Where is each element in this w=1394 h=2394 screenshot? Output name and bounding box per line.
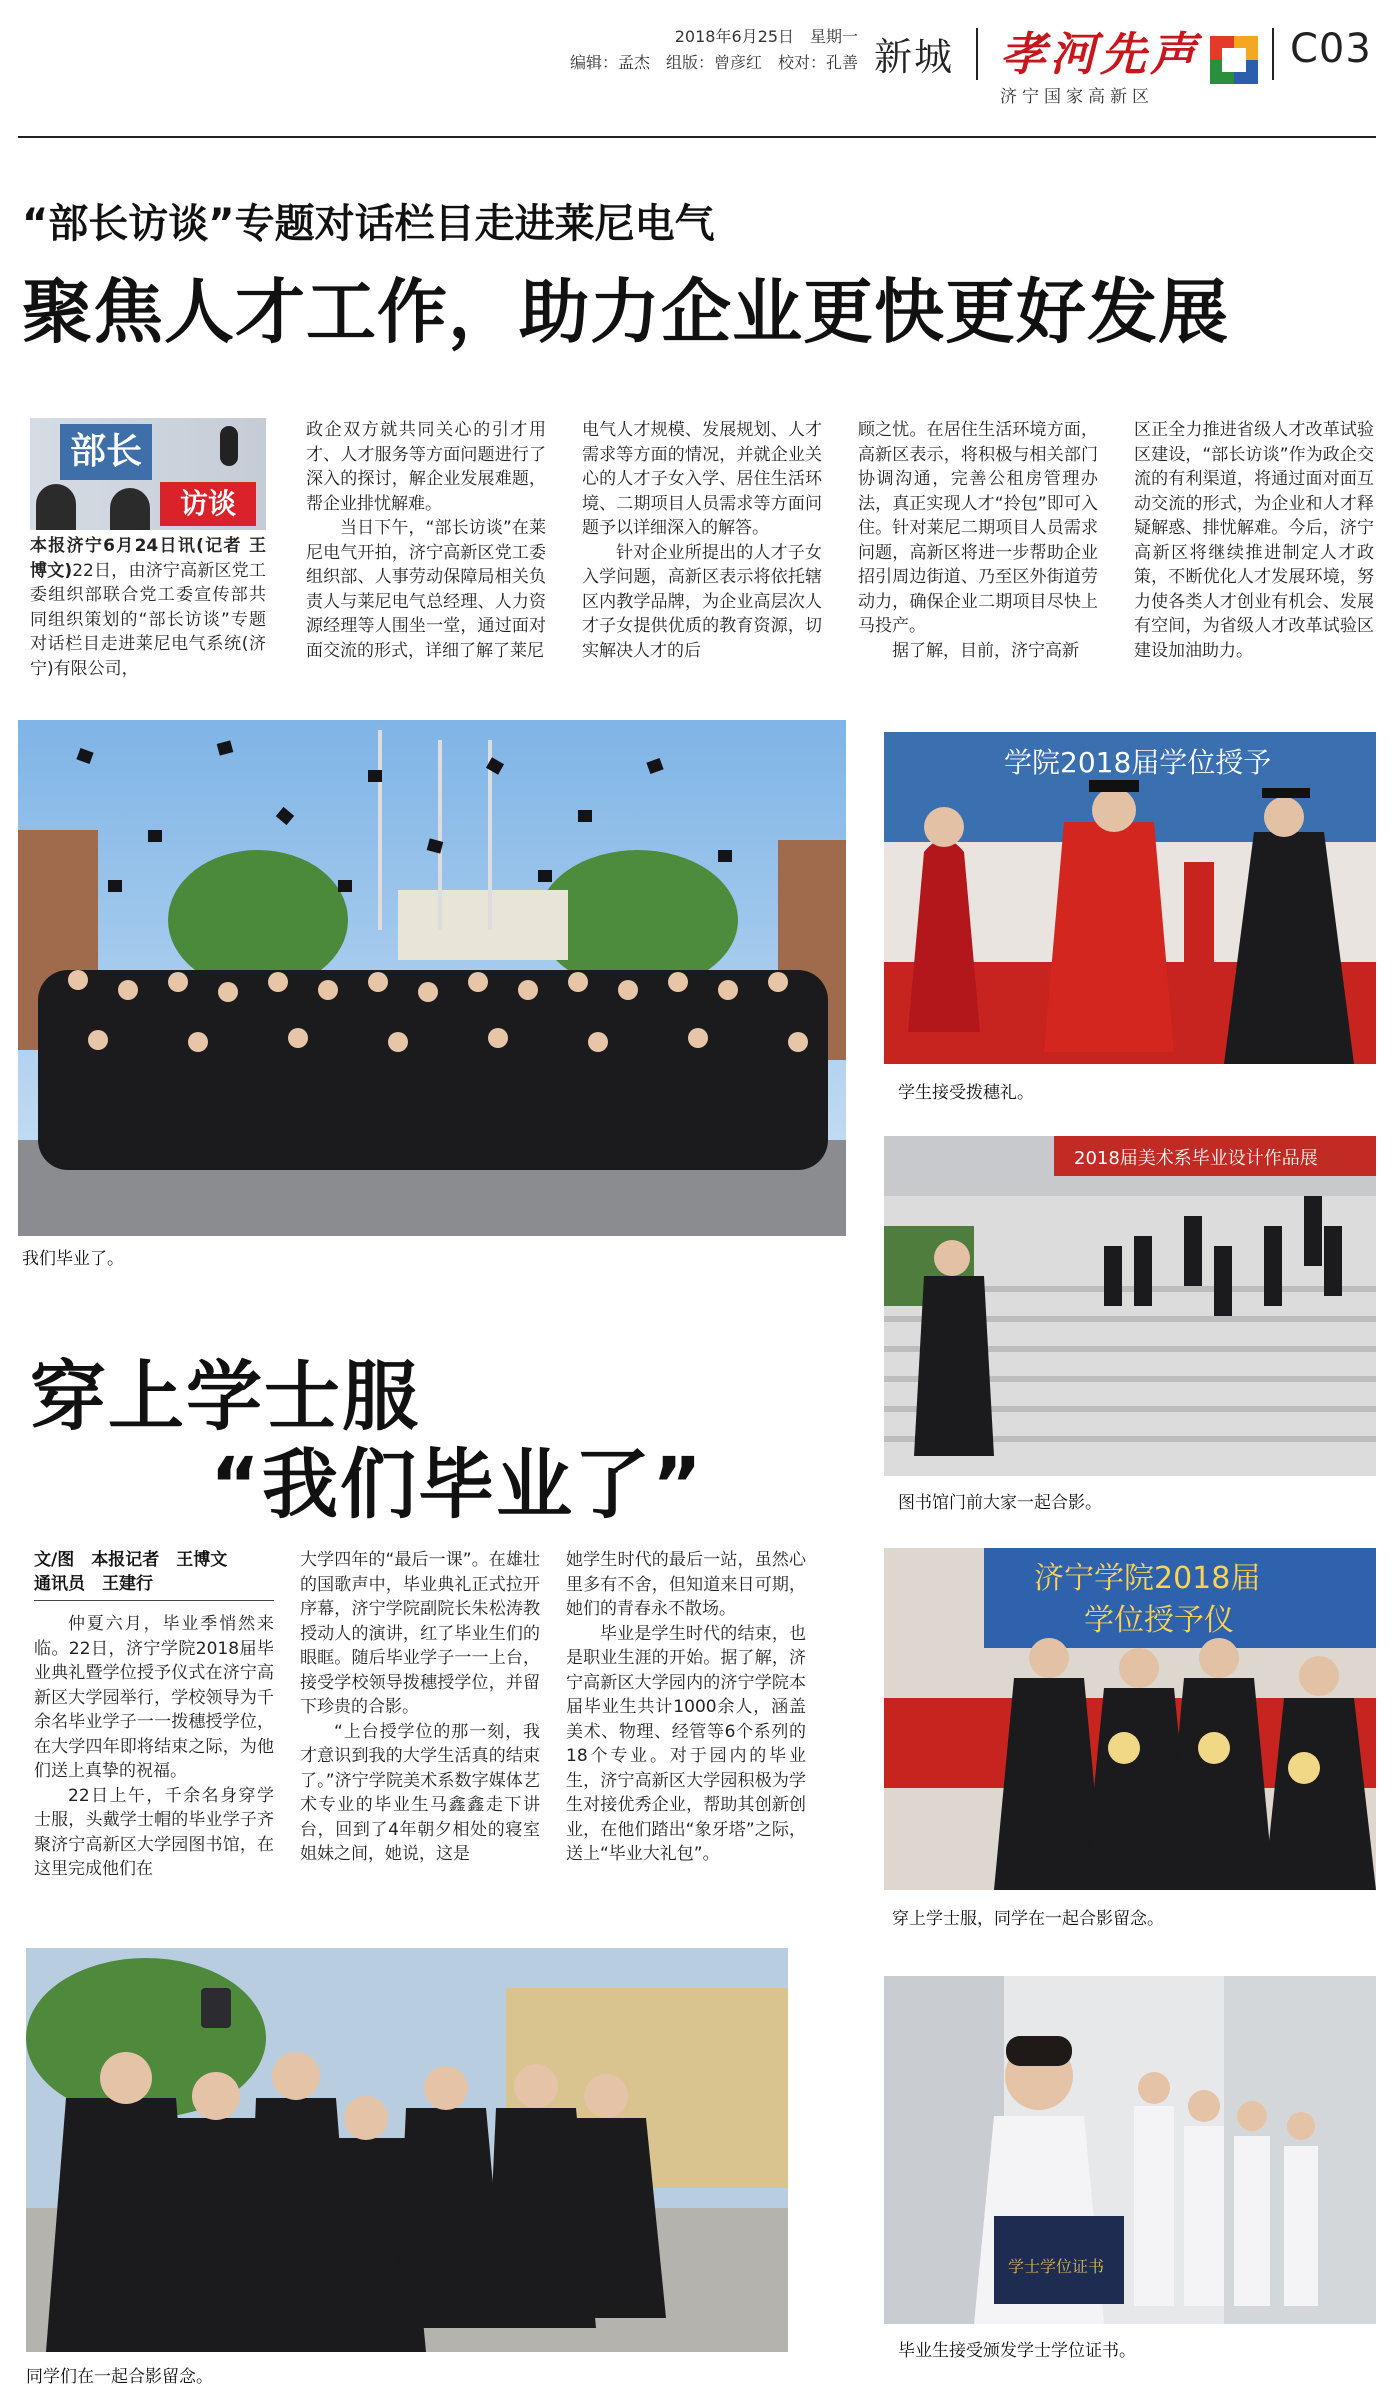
article1-col2 — [306, 418, 546, 663]
section-name: 新城 — [874, 35, 955, 79]
photo-graduates-caps — [18, 720, 846, 1236]
p2-caption: 图书馆门前大家一起合影。 — [898, 1493, 1102, 1513]
article2-byline — [34, 1548, 227, 1596]
interview-badge — [30, 418, 266, 530]
banner-text: 学院2018届学位授予 — [1004, 746, 1272, 779]
paragraph: 毕业是学生时代的结束，也是职业生涯的开始。据了解，济宁高新区大学园内的济宁学院本届毕业生共计1000余人，涵盖美术、物理、经管等6个系列的18个专业。对于园内的毕业生，济宁高新区大学园积极为学生对接优秀企业，帮助其创新创业，在他们踏出“象牙塔”之际，送上“毕业大礼包”。 — [566, 1623, 806, 1864]
article1-kicker: “部长访谈”专题对话栏目走进莱尼电气 — [22, 201, 715, 247]
paragraph: 22日，由济宁高新区党工委组织部联合党工委宣传部共同组织策划的“部长访谈”专题对话栏目走进莱尼电气系统(济宁)有限公司， — [30, 560, 266, 679]
article1-col4 — [858, 418, 1098, 663]
banner-text: 济宁学院2018届 — [1034, 1561, 1261, 1596]
paragraph: 顾之忧。在居住生活环境方面，高新区表示，将积极与相关部门协调沟通，完善公租房管理办法，真正实现人才“拎包”即可入住。针对莱尼二期项目人员需求问题，高新区将进一步帮助企业招引周边街道、乃至区外街道劳动力，确保企业二期项目尽快上马投产。 — [858, 420, 1098, 636]
paragraph: 大学四年的“最后一课”。在雄壮的国歌声中，毕业典礼正式拉开序幕，济宁学院副院长朱松涛教授动人的演讲，红了毕业生们的眼眶。随后毕业学子一一上台，接受学校领导拨穗授学位，并留下珍贵的合影。 — [300, 1550, 540, 1717]
main-photo-caption: 我们毕业了。 — [22, 1249, 124, 1269]
date-line: 2018年6月25日 星期一 — [674, 27, 858, 46]
editors-line: 编辑：孟杰 组版：曾彦红 校对：孔善 — [569, 53, 858, 72]
person-icon — [36, 484, 76, 530]
photo-selfie-classmates — [26, 1948, 788, 2352]
article2-col1 — [34, 1612, 274, 1882]
paragraph: 她学生时代的最后一站，虽然心里多有不舍，但知道来日可期，她们的青春永不散场。 — [566, 1550, 806, 1619]
paper-logo: 孝河先声 — [1000, 27, 1200, 81]
article1-headline: 聚焦人才工作，助力企业更快更好发展 — [22, 271, 1229, 353]
badge-bottom: 访谈 — [160, 482, 256, 526]
paragraph: 政企双方就共同关心的引才用才、人才服务等方面问题进行了深入的探讨，解企业发展难题，帮企业排忧解难。 — [306, 420, 546, 514]
article2-col3 — [566, 1548, 806, 1867]
article1-col1 — [30, 534, 266, 681]
masthead-divider — [976, 28, 978, 80]
byline-2: 通讯员 王建行 — [34, 1574, 153, 1594]
emblem-icon — [1208, 34, 1260, 86]
book-text: 学士学位证书 — [1008, 2257, 1105, 2276]
phone-icon — [201, 1988, 231, 2028]
byline-1: 文/图 本报记者 王博文 — [34, 1550, 228, 1570]
masthead-rule — [18, 136, 1376, 138]
p1-caption: 学生接受拨穗礼。 — [898, 1083, 1034, 1103]
article2-headline-a: 穿上学士服 — [30, 1352, 420, 1441]
p5-caption: 毕业生接受颁发学士学位证书。 — [898, 2341, 1136, 2361]
banner-text: 学位授予仪 — [1084, 1603, 1234, 1638]
person-icon — [110, 488, 150, 530]
article1-col5 — [1134, 418, 1374, 663]
paragraph: 仲夏六月，毕业季悄然来临。22日，济宁学院2018届毕业典礼暨学位授予仪式在济宁高新区大学园举行，学校领导为千余名毕业学子一一拨穗授学位，在大学四年即将结束之际，为他们送上真挚的祝福。 — [34, 1614, 274, 1781]
microphone-icon — [220, 426, 238, 466]
p4-caption: 同学们在一起合影留念。 — [26, 2367, 213, 2387]
article1-col3 — [582, 418, 822, 663]
photo-group-selfie-red-carpet — [884, 1548, 1376, 1890]
article2-headline-b: “我们毕业了” — [210, 1440, 704, 1529]
paragraph: 当日下午，“部长访谈”在莱尼电气开拍，济宁高新区党工委组织部、人事劳动保障局相关负责人与莱尼电气总经理、人力资源经理等人围坐一堂，通过面对面交流的形式，详细了解了莱尼 — [306, 518, 546, 661]
paragraph: 22日上午，千余名身穿学士服，头戴学士帽的毕业学子齐聚济宁高新区大学园图书馆，在这里完成他们在 — [34, 1785, 274, 1879]
badge-top: 部长 — [60, 424, 152, 480]
masthead-meta — [558, 24, 858, 76]
byline-rule — [34, 1600, 274, 1601]
photo-diploma — [884, 1976, 1376, 2324]
paragraph: 据了解，目前，济宁高新 — [892, 640, 1079, 661]
p3-caption: 穿上学士服，同学在一起合影留念。 — [892, 1909, 1164, 1929]
article2-col2 — [300, 1548, 540, 1867]
masthead-divider — [1272, 28, 1274, 80]
dateline: 本报济宁6月24日讯(记者 王博文) — [30, 536, 266, 581]
paragraph: 电气人才规模、发展规划、人才需求等方面的情况，并就企业关心的人才子女入学、居住生活环境、二期项目人员需求等方面问题予以详细深入的解答。 — [582, 420, 822, 538]
paragraph: “上台授学位的那一刻，我才意识到我的大学生活真的结束了。”济宁学院美术系数字媒体艺术专业的毕业生马鑫鑫走下讲台，回到了4年朝夕相处的寝室姐妹之间，她说，这是 — [300, 1721, 540, 1864]
paragraph: 区正全力推进省级人才改革试验区建设，“部长访谈”作为政企交流的有利渠道，将通过面对面互动交流的形式，为企业和人才释疑解惑、排忧解难。今后，济宁高新区将继续推进制定人才政策，不断优化人才发展环境，努力使各类人才创业有机会、发展有空间，为省级人才改革试验区建设加油助力。 — [1134, 420, 1374, 661]
banner-text: 2018届美术系毕业设计作品展 — [1074, 1148, 1318, 1169]
paragraph: 针对企业所提出的人才子女入学问题，高新区表示将依托辖区内教学品牌，为企业高层次人才子女提供优质的教育资源，切实解决人才的后 — [582, 542, 822, 661]
masthead — [18, 14, 1378, 124]
page-number: C03 — [1290, 26, 1372, 72]
photo-tassel-ceremony — [884, 732, 1376, 1064]
photo-library-steps — [884, 1136, 1376, 1476]
paper-subtitle: 济宁国家高新区 — [1000, 87, 1154, 107]
